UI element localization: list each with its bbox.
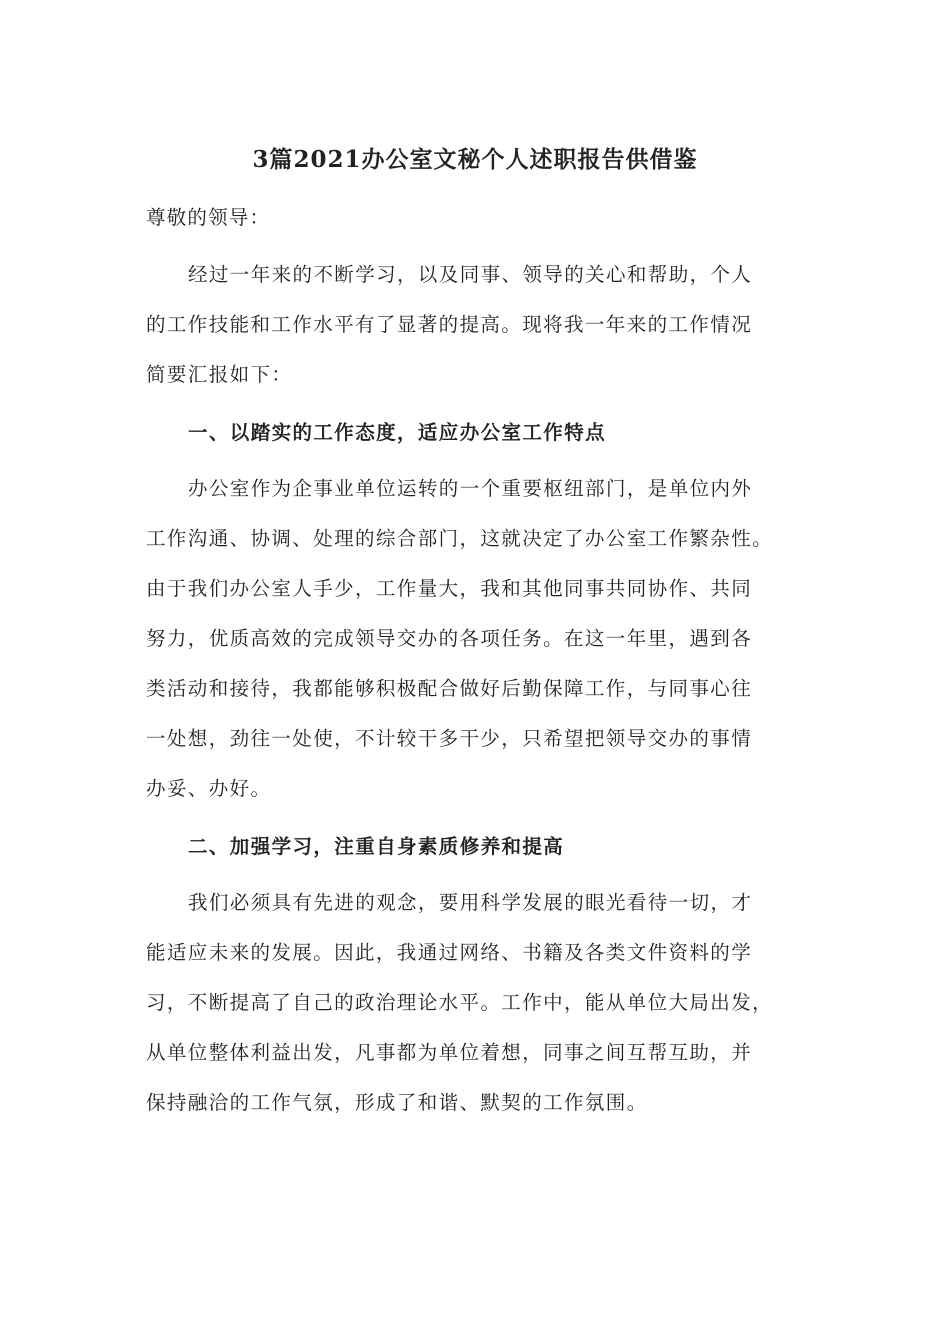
section-1-line-3: 由于我们办公室人手少，工作量大，我和其他同事共同协作、共同: [146, 577, 753, 600]
section-1-line-4: 努力，优质高效的完成领导交办的各项任务。在这一年里，遇到各: [146, 627, 753, 650]
section-1-heading: 一、以踏实的工作态度，适应办公室工作特点: [188, 421, 607, 444]
section-2-line-5: 保持融洽的工作气氛，形成了和谐、默契的工作氛围。: [146, 1091, 648, 1114]
section-2-line-2: 能适应未来的发展。因此，我通过网络、书籍及各类文件资料的学: [146, 941, 753, 964]
section-1-line-2: 工作沟通、协调、处理的综合部门，这就决定了办公室工作繁杂性。: [146, 527, 774, 550]
intro-line-1: 经过一年来的不断学习，以及同事、领导的关心和帮助，个人: [188, 263, 753, 286]
section-1-line-5: 类活动和接待，我都能够积极配合做好后勤保障工作，与同事心往: [146, 677, 753, 700]
document-title: 3篇2021办公室文秘个人述职报告供借鉴: [252, 146, 698, 173]
section-2-line-1: 我们必须具有先进的观念，要用科学发展的眼光看待一切，才: [188, 891, 753, 914]
section-2-heading: 二、加强学习，注重自身素质修养和提高: [188, 835, 565, 858]
section-1-line-7: 办妥、办好。: [146, 777, 272, 800]
intro-line-2: 的工作技能和工作水平有了显著的提高。现将我一年来的工作情况: [146, 313, 753, 336]
section-1-line-1: 办公室作为企事业单位运转的一个重要枢纽部门，是单位内外: [188, 477, 753, 500]
salutation: 尊敬的领导：: [146, 206, 271, 229]
section-1-line-6: 一处想，劲往一处使，不计较干多干少，只希望把领导交办的事情: [146, 727, 753, 750]
section-2-line-3: 习，不断提高了自己的政治理论水平。工作中，能从单位大局出发，: [146, 991, 774, 1014]
intro-line-3: 简要汇报如下：: [146, 363, 293, 386]
section-2-line-4: 从单位整体利益出发，凡事都为单位着想，同事之间互帮互助，并: [146, 1041, 753, 1064]
